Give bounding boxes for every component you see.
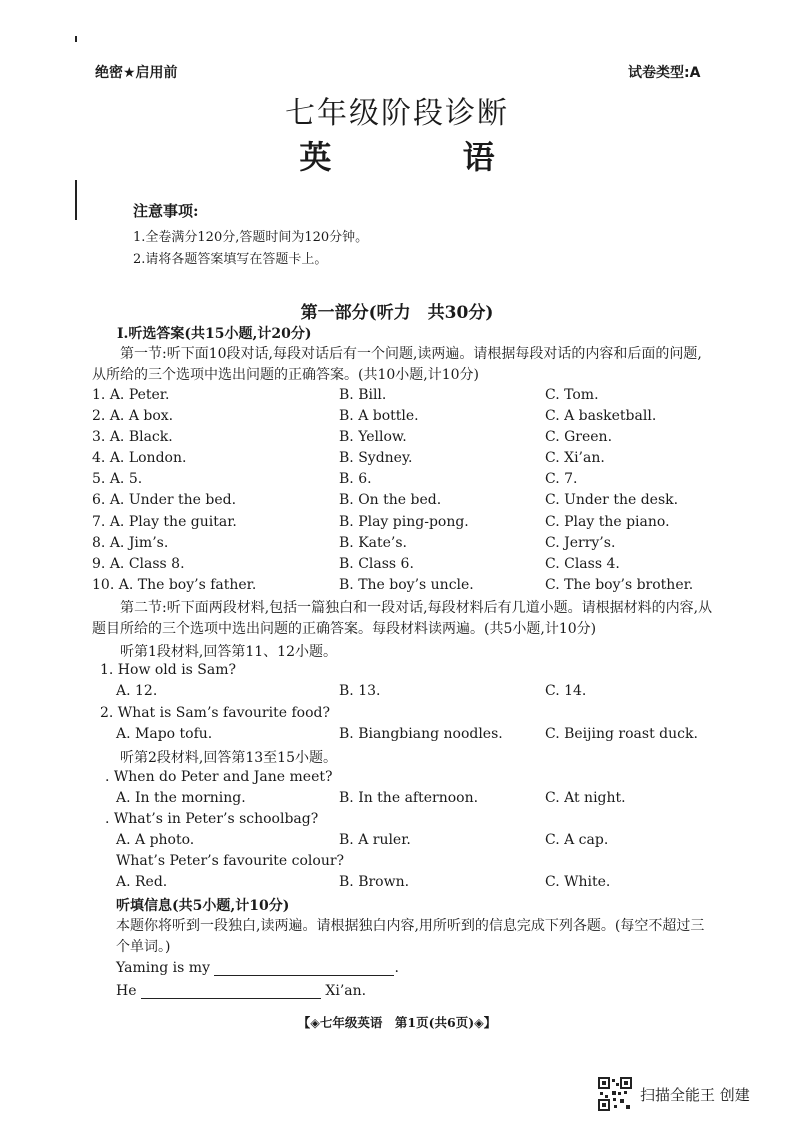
question-7	[92, 514, 237, 530]
question-13-stem: . When do Peter and Jane meet?	[105, 769, 333, 785]
option-c: C. The boy’s brother.	[545, 577, 694, 593]
question-number: 8.	[92, 535, 106, 551]
option-a: A. Play the guitar.	[109, 514, 237, 530]
option-c: C. Tom.	[545, 387, 599, 403]
notice-heading: 注意事项:	[133, 202, 199, 220]
option-b: B. Kate’s.	[339, 535, 407, 551]
option-b: B. A bottle.	[339, 408, 419, 424]
section2-title: 听填信息(共5小题,计10分)	[116, 898, 290, 914]
option-b: B. Yellow.	[339, 429, 407, 445]
option-c: C. Under the desk.	[545, 492, 679, 508]
option-a: A. 5.	[109, 471, 143, 487]
question-3	[92, 429, 173, 445]
fill-suffix: .	[394, 960, 399, 976]
question-number: 4.	[92, 450, 106, 466]
section1-title: Ⅰ.听选答案(共15小题,计20分)	[117, 326, 312, 342]
question-6	[92, 492, 236, 508]
fill-suffix: Xi’an.	[325, 983, 367, 999]
exam-title: 七年级阶段诊断	[285, 96, 509, 131]
subject-title: 英 语	[299, 138, 555, 176]
option-b: B. 13.	[339, 683, 381, 699]
option-b: B. On the bed.	[339, 492, 442, 508]
question-9	[92, 556, 185, 572]
answer-blank-2[interactable]	[141, 984, 321, 999]
option-a: A. Peter.	[109, 387, 170, 403]
question-11-stem: 1. How old is Sam?	[100, 662, 237, 678]
fill-item-1	[116, 960, 399, 976]
option-c: C. Beijing roast duck.	[545, 726, 698, 742]
option-c: C. At night.	[545, 790, 626, 806]
option-b: B. Class 6.	[339, 556, 414, 572]
question-number: 7.	[92, 514, 106, 530]
answer-blank-1[interactable]	[214, 961, 394, 976]
fill-item-2	[116, 983, 366, 999]
question-5	[92, 471, 142, 487]
question-4	[92, 450, 186, 466]
question-number: 6.	[92, 492, 106, 508]
option-a: A. A photo.	[116, 832, 195, 848]
option-a: A. London.	[109, 450, 187, 466]
question-2	[92, 408, 173, 424]
material2-intro: 听第2段材料,回答第13至15小题。	[120, 750, 337, 766]
option-a: A. A box.	[109, 408, 174, 424]
question-number: 9.	[92, 556, 106, 572]
option-c: C. Green.	[545, 429, 613, 445]
section2-instruction: 本题你将听到一段独白,读两遍。请根据独白内容,用所听到的信息完成下列各题。(每空不超过三个单词。)	[116, 918, 705, 955]
option-a: A. Black.	[109, 429, 173, 445]
qr-code-icon	[598, 1077, 632, 1111]
question-14-stem: . What’s in Peter’s schoolbag?	[105, 811, 319, 827]
binding-mark-top	[75, 36, 77, 42]
option-c: C. White.	[545, 874, 611, 890]
option-b: B. Bill.	[339, 387, 387, 403]
question-10	[92, 577, 256, 593]
option-a: A. Under the bed.	[109, 492, 237, 508]
option-c: C. A basketball.	[545, 408, 657, 424]
option-b: B. Sydney.	[339, 450, 413, 466]
option-c: C. A cap.	[545, 832, 609, 848]
option-a: A. Red.	[116, 874, 168, 890]
option-b: B. In the afternoon.	[339, 790, 479, 806]
option-b: B. Biangbiang noodles.	[339, 726, 503, 742]
question-number: 5.	[92, 471, 106, 487]
page-footer: 【◈七年级英语 第1页(共6页)◈】	[297, 1015, 497, 1030]
question-number: 2.	[92, 408, 106, 424]
notice-item-2: 2.请将各题答案填写在答题卡上。	[133, 252, 328, 267]
option-c: C. Jerry’s.	[545, 535, 616, 551]
confidential-label: 绝密★启用前	[95, 65, 178, 81]
option-b: B. The boy’s uncle.	[339, 577, 474, 593]
fill-prefix: Yaming is my	[116, 960, 210, 976]
binding-mark	[75, 180, 77, 220]
option-a: A. In the morning.	[116, 790, 246, 806]
option-a: A. Mapo tofu.	[116, 726, 213, 742]
option-a: A. 12.	[116, 683, 158, 699]
option-a: A. The boy’s father.	[118, 577, 257, 593]
exam-type-label: 试卷类型:A	[628, 65, 701, 81]
option-a: A. Class 8.	[109, 556, 185, 572]
question-1	[92, 387, 169, 403]
fill-prefix: He	[116, 983, 137, 999]
question-8	[92, 535, 168, 551]
option-b: B. Play ping-pong.	[339, 514, 469, 530]
option-c: C. Xi’an.	[545, 450, 605, 466]
option-b: B. A ruler.	[339, 832, 411, 848]
option-c: C. 14.	[545, 683, 587, 699]
scanner-watermark: 扫描全能王 创建	[640, 1086, 750, 1104]
material1-intro: 听第1段材料,回答第11、12小题。	[120, 644, 337, 660]
question-15-stem: What’s Peter’s favourite colour?	[116, 853, 345, 869]
part1-title: 第一部分(听力 共30分)	[300, 303, 494, 323]
option-b: B. Brown.	[339, 874, 410, 890]
question-number: 10.	[92, 577, 115, 593]
option-b: B. 6.	[339, 471, 372, 487]
question-number: 3.	[92, 429, 106, 445]
option-a: A. Jim’s.	[109, 535, 169, 551]
option-c: C. Play the piano.	[545, 514, 670, 530]
notice-item-1: 1.全卷满分120分,答题时间为120分钟。	[133, 230, 369, 245]
question-12-stem: 2. What is Sam’s favourite food?	[100, 705, 330, 721]
sub2-instruction: 第二节:听下面两段材料,包括一篇独白和一段对话,每段材料后有几道小题。请根据材料的内容,从题目所给的三个选项中选出问题的正确答案。每段材料读两遍。(共5小题,计10分)	[92, 600, 713, 637]
sub1-instruction: 第一节:听下面10段对话,每段对话后有一个问题,读两遍。请根据每段对话的内容和后面的问题,从所给的三个选项中选出问题的正确答案。(共10小题,计10分)	[92, 346, 702, 383]
option-c: C. Class 4.	[545, 556, 620, 572]
option-c: C. 7.	[545, 471, 578, 487]
question-number: 1.	[92, 387, 106, 403]
